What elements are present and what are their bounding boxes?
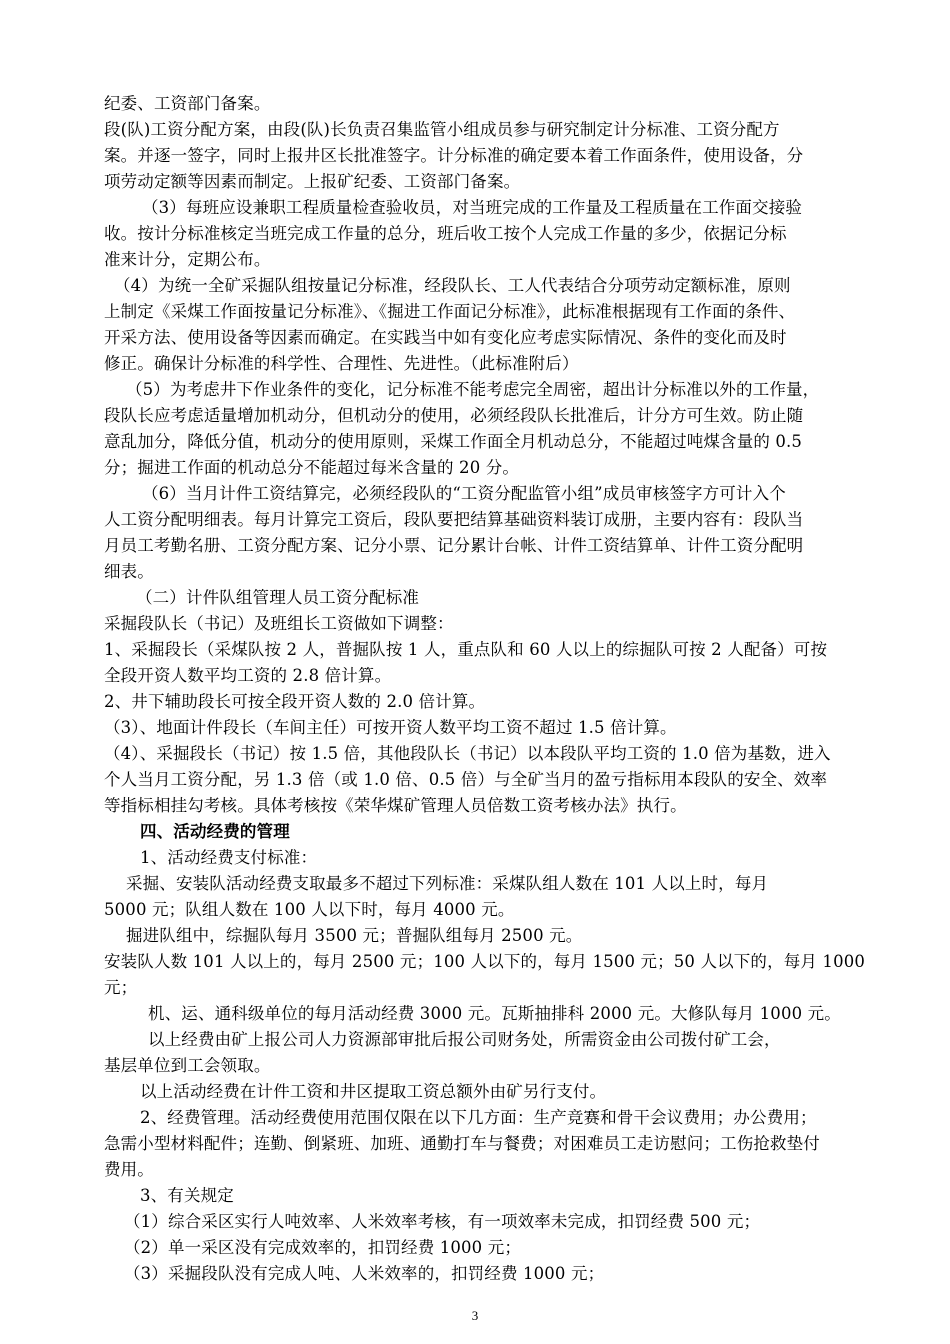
body-line: 细表。 xyxy=(104,562,154,581)
body-line: （1）综合采区实行人吨效率、人米效率考核，有一项效率未完成，扣罚经费 500 元； xyxy=(124,1212,761,1231)
body-line: 人工资分配明细表。每月计算完工资后，段队要把结算基础资料装订成册，主要内容有：段队当 xyxy=(104,510,804,529)
body-line: 案。并逐一签字，同时上报井区长批准签字。计分标准的确定要本着工作面条件，使用设备，分 xyxy=(104,146,804,165)
body-line: 费用。 xyxy=(104,1160,154,1179)
body-line: 5000 元；队组人数在 100 人以下时，每月 4000 元。 xyxy=(104,900,515,919)
body-line: 2、井下辅助段长可按全段开资人数的 2.0 倍计算。 xyxy=(104,692,486,711)
body-line: 安装队人数 101 人以上的，每月 2500 元；100 人以下的，每月 1500 元；50 人以下的，每月 1000 xyxy=(104,952,866,971)
body-line: （6）当月计件工资结算完，必须经段队的“工资分配监管小组”成员审核签字方可计入个 xyxy=(142,484,786,503)
body-line: 基层单位到工会领取。 xyxy=(104,1056,271,1075)
body-line: 1、活动经费支付标准： xyxy=(140,848,318,867)
body-line: 收。按计分标准核定当班完成工作量的总分，班后收工按个人完成工作量的多少，依据记分标 xyxy=(104,224,787,243)
body-line: 意乱加分，降低分值，机动分的使用原则，采煤工作面全月机动总分，不能超过吨煤含量的 0.5 xyxy=(104,432,803,451)
body-line: 急需小型材料配件；连勤、倒紧班、加班、通勤打车与餐费；对困难员工走访慰问；工伤抢救垫付 xyxy=(104,1134,820,1153)
section-heading: （二）计件队组管理人员工资分配标准 xyxy=(136,588,420,607)
body-line: 机、运、通科级单位的每月活动经费 3000 元。瓦斯抽排科 2000 元。大修队每月 1000 元。 xyxy=(148,1004,841,1023)
body-line: 月员工考勤名册、工资分配方案、记分小票、记分累计台帐、计件工资结算单、计件工资分配明 xyxy=(104,536,804,555)
body-line: 上制定《采煤工作面按量记分标准》、《掘进工作面记分标准》，此标准根据现有工作面的条件、 xyxy=(104,302,796,321)
body-line: （4）为统一全矿采掘队组按量记分标准，经段队长、工人代表结合分项劳动定额标准，原则 xyxy=(114,276,791,295)
body-line: 纪委、工资部门备案。 xyxy=(104,94,271,113)
body-line: 等指标相挂勾考核。具体考核按《荣华煤矿管理人员倍数工资考核办法》执行。 xyxy=(104,796,687,815)
body-line: 采掘、安装队活动经费支取最多不超过下列标准：采煤队组人数在 101 人以上时，每月 xyxy=(126,874,769,893)
body-line: 掘进队组中，综掘队每月 3500 元；普掘队组每月 2500 元。 xyxy=(126,926,583,945)
body-line: （3）、地面计件段长（车间主任）可按开资人数平均工资不超过 1.5 倍计算。 xyxy=(104,718,677,737)
body-line: 采掘段队长（书记）及班组长工资做如下调整： xyxy=(104,614,454,633)
body-line: （3）每班应设兼职工程质量检查验收员，对当班完成的工作量及工程质量在工作面交接验 xyxy=(142,198,802,217)
body-line: （4）、采掘段长（书记）按 1.5 倍，其他段队长（书记）以本段队平均工资的 1.0 倍为基数，进入 xyxy=(104,744,831,763)
body-line: （3）采掘段队没有完成人吨、人米效率的，扣罚经费 1000 元； xyxy=(124,1264,605,1283)
body-line: 全段开资人数平均工资的 2.8 倍计算。 xyxy=(104,666,392,685)
body-line: 段队长应考虑适量增加机动分，但机动分的使用，必须经段队长批准后，计分方可生效。防止随 xyxy=(104,406,804,425)
body-line: 元； xyxy=(104,978,138,997)
section-heading: 四、活动经费的管理 xyxy=(140,822,290,841)
body-line: 以上经费由矿上报公司人力资源部审批后报公司财务处，所需资金由公司拨付矿工会， xyxy=(148,1030,781,1049)
body-line: 2、经费管理。活动经费使用范围仅限在以下几方面：生产竞赛和骨干会议费用；办公费用； xyxy=(140,1108,817,1127)
body-line: 开采方法、使用设备等因素而确定。在实践当中如有变化应考虑实际情况、条件的变化而及时 xyxy=(104,328,787,347)
body-line: 修正。确保计分标准的科学性、合理性、先进性。（此标准附后） xyxy=(104,354,579,373)
page-number: 3 xyxy=(471,1308,479,1323)
body-line: 1、采掘段长（采煤队按 2 人，普掘队按 1 人，重点队和 60 人以上的综掘队可按 2 人配备）可按 xyxy=(104,640,828,659)
body-line: 段(队)工资分配方案，由段(队)长负责召集监管小组成员参与研究制定计分标准、工资分配方 xyxy=(104,120,780,139)
body-line: （5）为考虑井下作业条件的变化，记分标准不能考虑完全周密，超出计分标准以外的工作量， xyxy=(126,380,820,399)
body-line: 分；掘进工作面的机动总分不能超过每米含量的 20 分。 xyxy=(104,458,520,477)
body-line: 3、有关规定 xyxy=(140,1186,234,1205)
body-line: （2）单一采区没有完成效率的，扣罚经费 1000 元； xyxy=(124,1238,522,1257)
body-line: 以上活动经费在计件工资和井区提取工资总额外由矿另行支付。 xyxy=(140,1082,607,1101)
body-line: 项劳动定额等因素而制定。上报矿纪委、工资部门备案。 xyxy=(104,172,521,191)
body-line: 准来计分，定期公布。 xyxy=(104,250,271,269)
body-line: 个人当月工资分配，另 1.3 倍（或 1.0 倍、0.5 倍）与全矿当月的盈亏指标用本段队的安全、效率 xyxy=(104,770,828,789)
